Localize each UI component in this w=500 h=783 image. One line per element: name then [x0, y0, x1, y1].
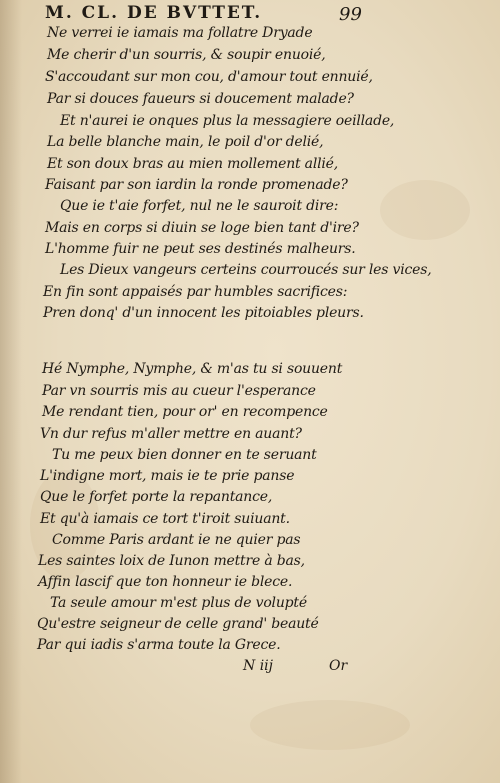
verse-line: Faisant par son iardin la ronde promenade?	[45, 177, 348, 193]
verse-line: S'accoudant sur mon cou, d'amour tout ennuié,	[45, 69, 373, 85]
paper-stain	[380, 180, 470, 240]
catchword: Or	[329, 658, 348, 674]
verse-line: Et n'aurei ie onques plus la messagiere oeillade,	[60, 113, 395, 129]
verse-line: Mais en corps si diuin se loge bien tant d'ire?	[45, 220, 359, 236]
signature-mark: N iij	[243, 658, 273, 674]
verse-line: En fin sont appaisés par humbles sacrifices:	[43, 284, 348, 300]
verse-line: Les saintes loix de Iunon mettre à bas,	[38, 553, 305, 569]
verse-line: Par vn sourris mis au cueur l'esperance	[42, 383, 316, 399]
verse-line: Ne verrei ie iamais ma follatre Dryade	[47, 25, 313, 41]
verse-line: Affin lascif que ton honneur ie blece.	[38, 574, 293, 590]
verse-line: Et qu'à iamais ce tort t'iroit suiuant.	[40, 511, 290, 527]
page-number: 99	[339, 4, 362, 25]
verse-line: L'homme fuir ne peut ses destinés malheurs.	[45, 241, 356, 257]
verse-line: Vn dur refus m'aller mettre en auant?	[40, 426, 302, 442]
verse-line: Hé Nymphe, Nymphe, & m'as tu si souuent	[42, 361, 343, 377]
running-title: M. CL. DE BVTTET.	[45, 3, 263, 23]
verse-line: Et son doux bras au mien mollement allié,	[47, 156, 338, 172]
verse-line: Pren donq' d'un innocent les pitoiables pleurs.	[43, 305, 364, 321]
verse-line: Me rendant tien, pour or' en recompence	[42, 404, 328, 420]
verse-line: Par si douces faueurs si doucement malade?	[47, 91, 354, 107]
paper-stain	[250, 700, 410, 750]
verse-line: Comme Paris ardant ie ne quier pas	[52, 532, 301, 548]
verse-line: Me cherir d'un sourris, & soupir enuoié,	[47, 47, 326, 63]
verse-line: L'indigne mort, mais ie te prie panse	[40, 468, 295, 484]
verse-line: Que ie t'aie forfet, nul ne le sauroit dire:	[60, 198, 339, 214]
verse-line: Que le forfet porte la repantance,	[40, 489, 273, 505]
verse-line: La belle blanche main, le poil d'or delié,	[47, 134, 324, 150]
verse-line: Tu me peux bien donner en te seruant	[52, 447, 317, 463]
verse-line: Qu'estre seigneur de celle grand' beauté	[37, 616, 319, 632]
verse-line: Les Dieux vangeurs certeins courroucés sur les vices,	[60, 262, 432, 278]
verse-line: Ta seule amour m'est plus de volupté	[50, 595, 307, 611]
verse-line: Par qui iadis s'arma toute la Grece.	[37, 637, 281, 653]
gutter-shadow	[0, 0, 22, 783]
